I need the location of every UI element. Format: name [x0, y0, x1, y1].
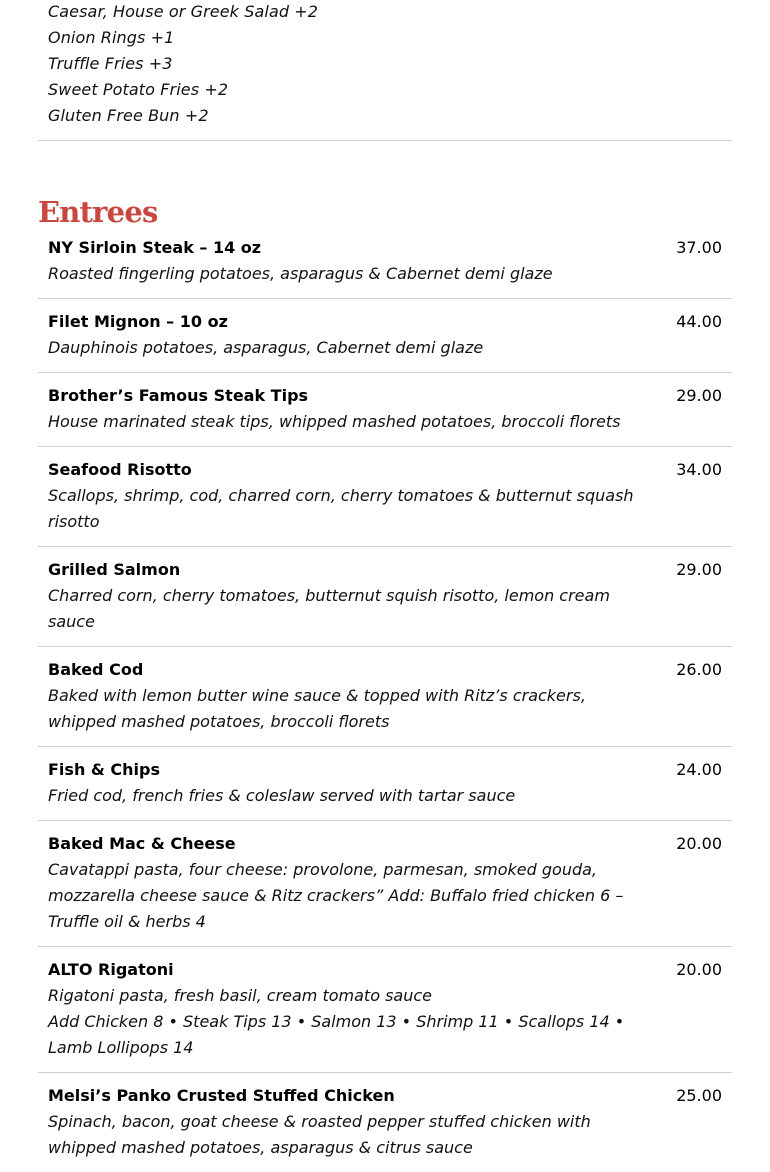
item-price: 34.00: [676, 460, 722, 479]
item-name: ALTO Rigatoni: [48, 960, 174, 979]
menu-item: [38, 235, 732, 299]
item-name: Melsi’s Panko Crusted Stuffed Chicken: [48, 1086, 395, 1105]
menu-page: [38, 0, 732, 1172]
side-item: Gluten Free Bun +2: [48, 106, 209, 125]
item-description: Spinach, bacon, goat cheese & roasted pepper stuffed chicken with whipped mashed potatoes, asparagus & citrus sauce: [48, 1112, 591, 1157]
side-item: Truffle Fries +3: [48, 54, 173, 73]
item-description: Cavatappi pasta, four cheese: provolone, parmesan, smoked gouda, mozzarella cheese sauce & Ritz crackers” Add: Buffalo fried chicken 6 – Truffle oil & herbs 4: [48, 860, 624, 931]
side-item: Onion Rings +1: [48, 28, 175, 47]
item-name: Baked Mac & Cheese: [48, 834, 236, 853]
menu-item: [38, 747, 732, 821]
menu-item: [38, 299, 732, 373]
menu-item: [38, 447, 732, 547]
item-description: Baked with lemon butter wine sauce & topped with Ritz’s crackers, whipped mashed potatoes, broccoli florets: [48, 686, 586, 731]
menu-item: [38, 821, 732, 947]
section-title-entrees: Entrees: [38, 195, 158, 229]
item-price: 29.00: [676, 560, 722, 579]
item-price: 37.00: [676, 238, 722, 257]
divider: [38, 140, 732, 141]
item-price: 20.00: [676, 834, 722, 853]
item-name: Fish & Chips: [48, 760, 161, 779]
item-addons: Add Chicken 8 • Steak Tips 13 • Salmon 13 • Shrimp 11 • Scallops 14 • Lamb Lollipops 14: [48, 1012, 625, 1057]
item-name: Filet Mignon – 10 oz: [48, 312, 228, 331]
item-description: Scallops, shrimp, cod, charred corn, cherry tomatoes & butternut squash risotto: [48, 486, 634, 531]
item-name: NY Sirloin Steak – 14 oz: [48, 238, 262, 257]
sides-list: [38, 0, 732, 129]
item-price: 25.00: [676, 1086, 722, 1105]
item-price: 24.00: [676, 760, 722, 779]
menu-item: [38, 547, 732, 647]
item-name: Baked Cod: [48, 660, 144, 679]
item-name: Grilled Salmon: [48, 560, 181, 579]
item-price: 44.00: [676, 312, 722, 331]
menu-item: [38, 647, 732, 747]
item-description: House marinated steak tips, whipped mashed potatoes, broccoli florets: [48, 412, 621, 431]
item-description: Fried cod, french fries & coleslaw served with tartar sauce: [48, 786, 516, 805]
item-name: Seafood Risotto: [48, 460, 192, 479]
item-price: 20.00: [676, 960, 722, 979]
item-description: Rigatoni pasta, fresh basil, cream tomato sauce: [48, 986, 432, 1005]
item-name: Brother’s Famous Steak Tips: [48, 386, 309, 405]
item-description: Roasted fingerling potatoes, asparagus & Cabernet demi glaze: [48, 264, 553, 283]
menu-item: [38, 947, 732, 1073]
item-description: Charred corn, cherry tomatoes, butternut squish risotto, lemon cream sauce: [48, 586, 610, 631]
menu-item: [38, 373, 732, 447]
item-description: Dauphinois potatoes, asparagus, Cabernet demi glaze: [48, 338, 484, 357]
side-item: Sweet Potato Fries +2: [48, 80, 229, 99]
item-price: 26.00: [676, 660, 722, 679]
menu-item: [38, 1073, 732, 1172]
item-price: 29.00: [676, 386, 722, 405]
side-item: Caesar, House or Greek Salad +2: [48, 2, 319, 21]
